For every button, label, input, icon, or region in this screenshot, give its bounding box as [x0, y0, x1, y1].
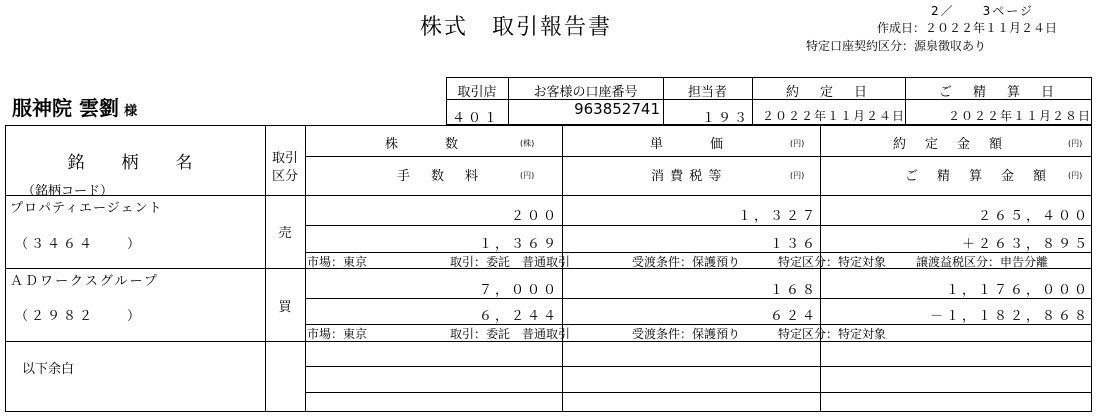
- row2-settle: －１，１８２，８６８: [929, 309, 1090, 324]
- col-tax-unit: (円): [790, 171, 805, 180]
- row2-fee: ６，２４４: [478, 309, 559, 324]
- row2-market: 市場：東京: [307, 327, 368, 341]
- contract-date-label: 約 定 日: [785, 85, 871, 100]
- contract-date-value: ２０２２年１１月２４日: [761, 109, 905, 123]
- row1-fee: １，３６９: [478, 237, 559, 252]
- account-value: 963852741: [574, 100, 660, 118]
- row2-tokutei: 特定区分：特定対象: [778, 327, 887, 341]
- branch-value: ４０１: [452, 111, 501, 126]
- col-shares: 株 数: [385, 137, 461, 152]
- row1-code: （３４６４ ）: [15, 237, 144, 252]
- col-price: 単 価: [650, 137, 726, 152]
- col-fee: 手 数 料: [397, 169, 483, 184]
- row2-amount: １，１７６，０００: [945, 283, 1090, 298]
- col-name: 銘 柄 名: [67, 153, 203, 173]
- col-fee-unit: (円): [520, 171, 535, 180]
- col-tax: 消 費 税 等: [651, 169, 723, 184]
- col-settle: ご 精 算 金 額: [905, 169, 1050, 184]
- row1-amount: ２６５，４００: [977, 209, 1090, 224]
- col-settle-unit: (円): [1068, 171, 1083, 180]
- row2-kind: 買: [278, 300, 292, 315]
- row1-joto: 譲渡益税区分：申告分離: [916, 255, 1049, 269]
- remaining-note: 以下余白: [22, 362, 75, 377]
- created-date: 作成日：２０２２年１１月２４日: [877, 21, 1058, 35]
- branch-label: 取引店: [457, 85, 497, 100]
- col-amount: 約 定 金 額: [893, 137, 1006, 152]
- page-title: 株式 取引報告書: [420, 15, 613, 40]
- row1-market: 市場：東京: [307, 255, 368, 269]
- customer-block: [12, 92, 137, 121]
- row1-kind: 売: [278, 226, 292, 241]
- row2-trade: 取引：委託 普通取引: [450, 327, 571, 341]
- row1-delivery: 受渡条件：保護預り: [632, 255, 741, 269]
- row2-code: （２９８２ ）: [15, 309, 144, 324]
- row1-tokutei: 特定区分：特定対象: [778, 255, 887, 269]
- row2-shares: ７，０００: [478, 283, 559, 298]
- rep-label: 担当者: [687, 85, 727, 100]
- customer-name: 服神院 雲劉: [12, 96, 119, 120]
- customer-honorific: 様: [124, 104, 138, 119]
- row1-name: プロパティエージェント: [10, 201, 163, 216]
- row1-price: １，３２７: [737, 209, 818, 224]
- account-label: お客様の口座番号: [533, 85, 638, 100]
- settle-date-value: ２０２２年１１月２８日: [947, 109, 1091, 123]
- row1-settle: ＋２６３，８９５: [961, 237, 1090, 252]
- row2-name: ＡＤワークスグループ: [10, 274, 159, 289]
- rep-value: １９３: [701, 111, 750, 126]
- col-amount-unit: (円): [1068, 139, 1083, 148]
- page-number: 2／ 3ページ: [931, 4, 1035, 18]
- row2-tax: ６２４: [769, 309, 818, 324]
- row1-tax: １３６: [769, 237, 818, 252]
- row2-delivery: 受渡条件：保護預り: [632, 327, 741, 341]
- settle-date-label: ご 精 算 日: [938, 85, 1058, 100]
- row2-price: １６８: [769, 283, 818, 298]
- row1-trade: 取引：委託 普通取引: [450, 255, 571, 269]
- col-shares-unit: (株): [520, 139, 535, 148]
- account-type: 特定口座契約区分：源泉徴収あり: [806, 39, 987, 53]
- row1-shares: ２００: [510, 209, 559, 224]
- col-kind-2: 区分: [271, 169, 298, 184]
- col-price-unit: (円): [790, 139, 805, 148]
- col-kind-1: 取引: [271, 151, 298, 166]
- col-code: （銘柄コード）: [22, 184, 114, 199]
